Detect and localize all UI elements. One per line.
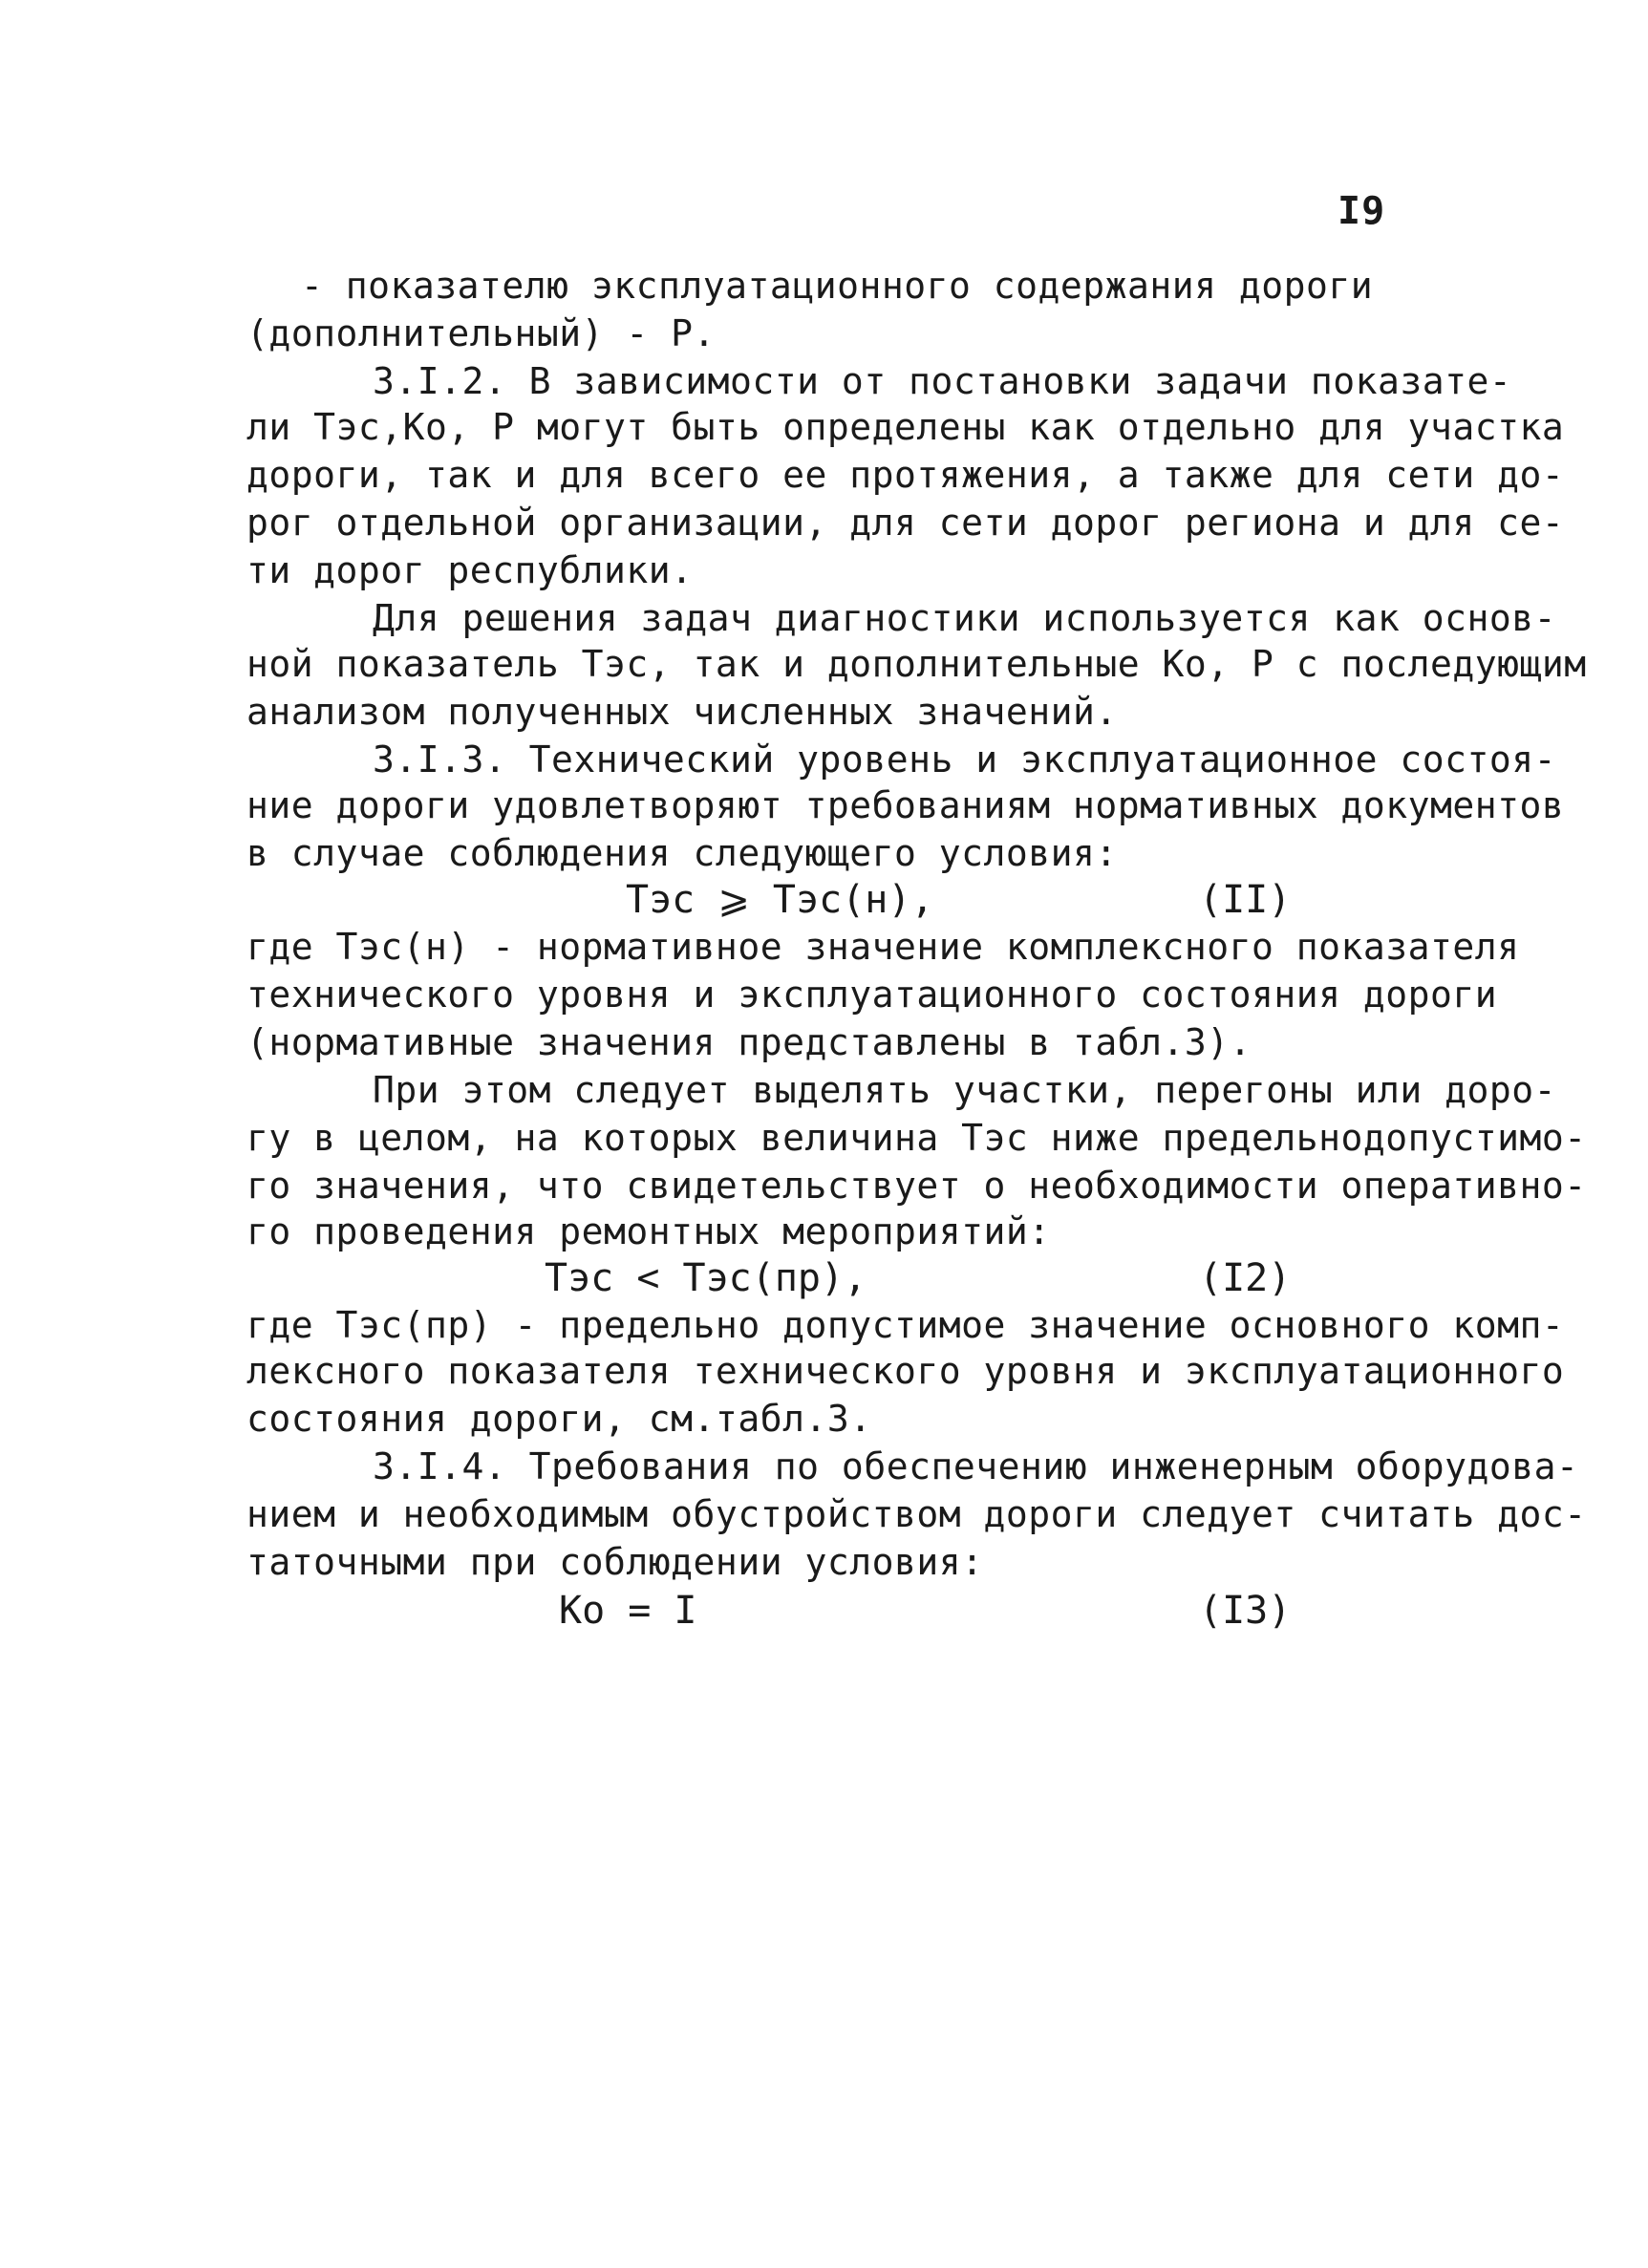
page-number: I9 <box>1338 189 1386 233</box>
formula-13-expression: Ко = I <box>559 1589 697 1633</box>
text-line: нием и необходимым обустройством дороги следует считать дос- <box>246 1493 1587 1535</box>
formula-13-number: (I3) <box>1199 1589 1292 1633</box>
text-line: таточными при соблюдении условия: <box>246 1541 984 1583</box>
formula-11-number: (II) <box>1199 878 1292 922</box>
text-line: гу в целом, на которых величина Тэс ниже предельнодопустимо- <box>246 1117 1587 1159</box>
text-line: (дополнительный) - Р. <box>246 312 716 354</box>
text-line: го проведения ремонтных мероприятий: <box>246 1210 1051 1252</box>
text-line: технического уровня и эксплуатационного состояния дороги <box>246 974 1498 1016</box>
text-line: ной показатель Тэс, так и дополнительные Ко, Р с последующим <box>246 643 1587 685</box>
text-line: состояния дороги, см.табл.3. <box>246 1398 872 1440</box>
text-line: рог отдельной организации, для сети дорог региона и для се- <box>246 502 1565 544</box>
formula-11-expression: Тэс ⩾ Тэс(н), <box>626 878 934 922</box>
text-line: анализом полученных численных значений. <box>246 691 1118 733</box>
text-line: го значения, что свидетельствует о необходимости оперативно- <box>246 1165 1587 1207</box>
text-line: где Тэс(н) - нормативное значение комплексного показателя <box>246 926 1520 968</box>
text-line: где Тэс(пр) - предельно допустимое значение основного комп- <box>246 1304 1565 1346</box>
text-line: ти дорог республики. <box>246 549 694 591</box>
text-line: 3.I.4. Требования по обеспечению инженерным оборудова- <box>373 1445 1579 1487</box>
text-line: дороги, так и для всего ее протяжения, а также для сети до- <box>246 454 1565 496</box>
text-line: в случае соблюдения следующего условия: <box>246 832 1118 874</box>
text-line: ние дороги удовлетворяют требованиям нормативных документов <box>246 784 1565 826</box>
formula-12-expression: Тэс < Тэс(пр), <box>545 1256 867 1300</box>
text-line: (нормативные значения представлены в табл.3). <box>246 1021 1252 1063</box>
text-line: 3.I.2. В зависимости от постановки задачи показате- <box>373 360 1512 402</box>
text-line: Для решения задач диагностики используется как основ- <box>373 597 1557 639</box>
text-line: лексного показателя технического уровня и эксплуатационного <box>246 1350 1565 1392</box>
text-line: ли Тэс,Ко, Р могут быть определены как отдельно для участка <box>246 406 1565 448</box>
text-line: - показателю эксплуатационного содержания дороги <box>301 265 1374 307</box>
formula-12-number: (I2) <box>1199 1256 1292 1300</box>
text-line: 3.I.3. Технический уровень и эксплуатационное состоя- <box>373 738 1557 781</box>
text-line: При этом следует выделять участки, перегоны или доро- <box>373 1069 1557 1111</box>
